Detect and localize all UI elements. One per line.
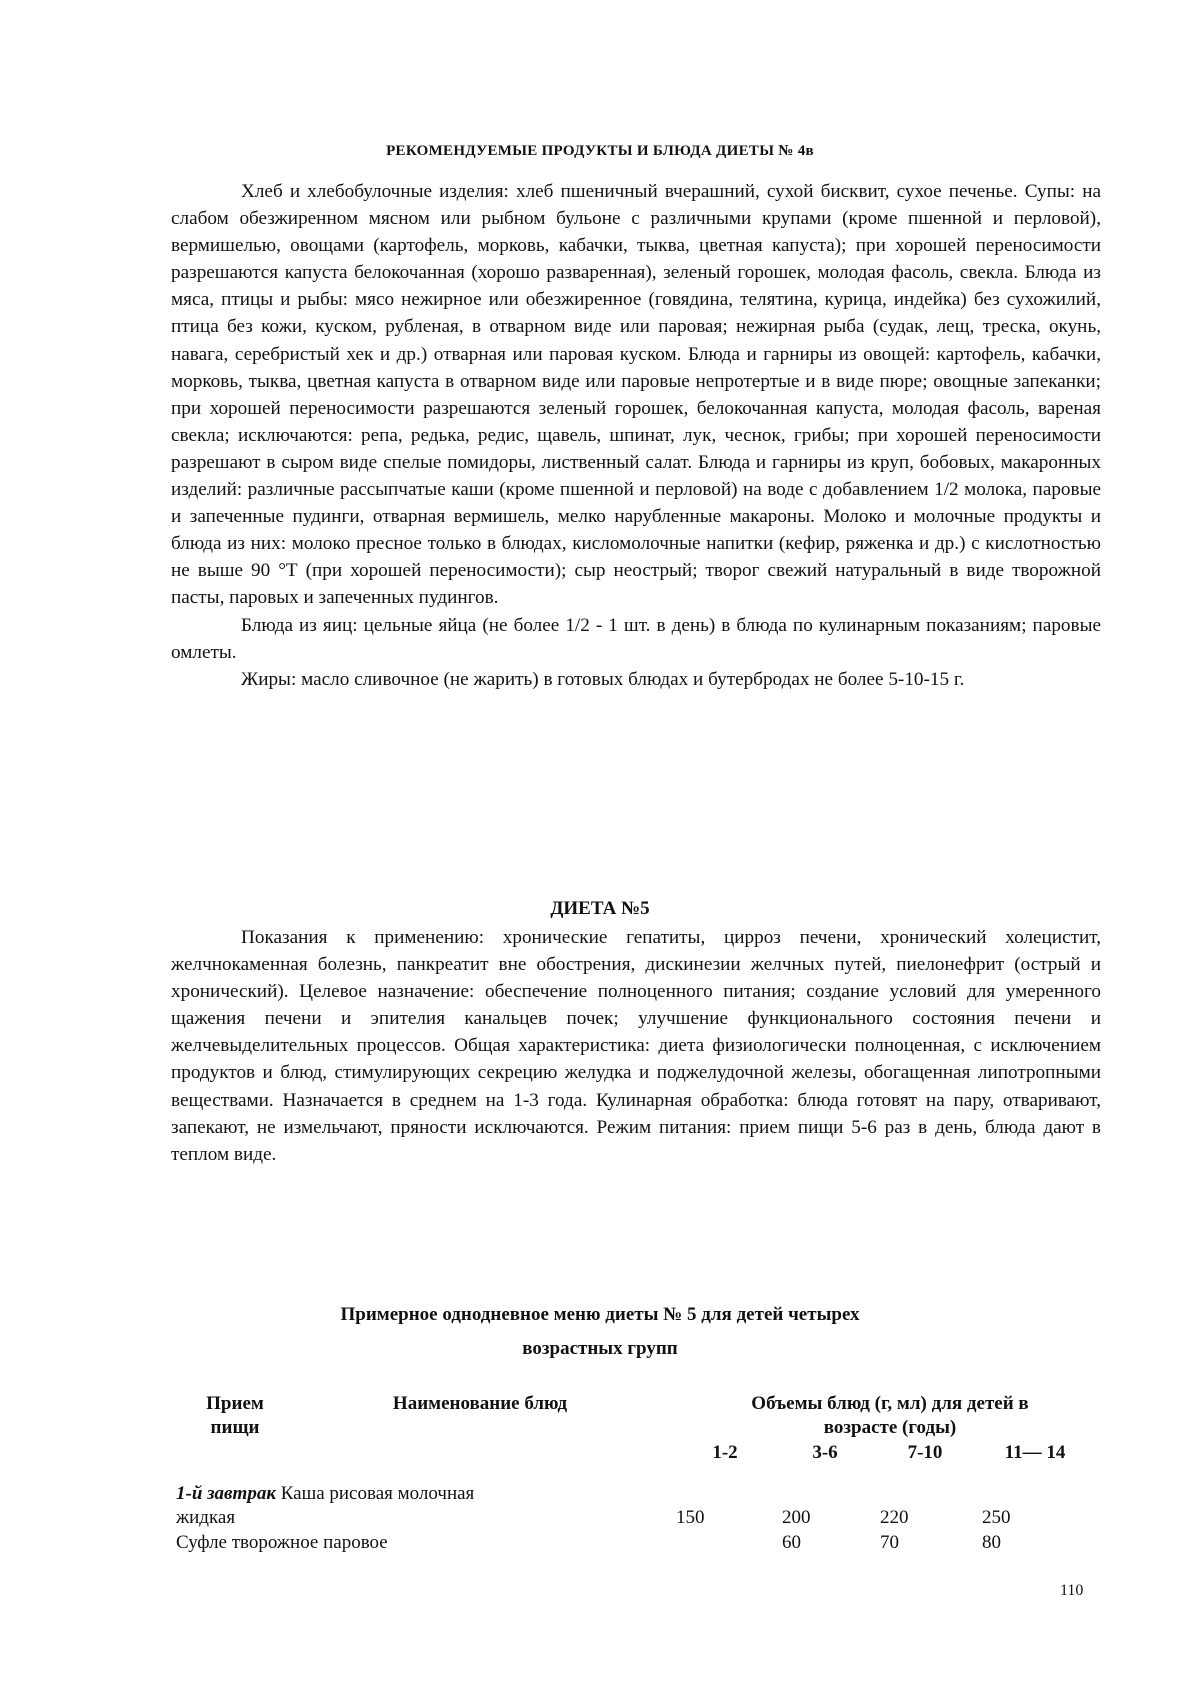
page-number: 110 (1060, 1582, 1084, 1599)
volume-cell: 70 (880, 1532, 899, 1553)
menu-title-line: возрастных групп (522, 1338, 678, 1359)
volume-cell: 250 (982, 1507, 1011, 1528)
diet-4v-heading: РЕКОМЕНДУЕМЫЕ ПРОДУКТЫ И БЛЮДА ДИЕТЫ № 4в (386, 143, 814, 159)
menu-title-line: Примерное однодневное меню диеты № 5 для детей четырех (340, 1304, 860, 1325)
diet-4v-paragraph: Хлеб и хлебобулочные изделия: хлеб пшеничный вчерашний, сухой бисквит, сухое печенье. Супы: на слабом обезжиренном мясном или рыбном бульоне с различными крупами (кроме пшенной и перловой), вермишелью, овощами (картофель, морковь, кабачки, тыква, цветная капуста); при хорошей переносимости разрешаются капуста белокочанная (хорошо разваренная), зеленый горошек, молодая фасоль, свекла. Блюда из мяса, птицы и рыбы: мясо нежирное или обезжиренное (говядина, телятина, курица, индейка) без сухожилий, птица без кожи, куском, рубленая, в отварном виде или паровая; нежирная рыба (судак, лещ, треска, окунь, навага, серебристый хек и др.) отварная или паровая куском. Блюда и гарниры из овощей: картофель, кабачки, морковь, тыква, цветная капуста в отварном виде или паровые непротертые и в виде пюре; овощные запеканки; при хорошей переносимости разрешаются зеленый горошек, белокочанная капуста, молодая фасоль, вареная свекла; исключаются: репа, редька, редис, щавель, шпинат, лук, чеснок, грибы; при хорошей переносимости разрешают в сыром виде спелые помидоры, лиственный салат. Блюда и гарниры из круп, бобовых, макаронных изделий: различные рассыпчатые каши (кроме пшенной и перловой) на воде с добавлением 1/2 молока, паровые и запеченные пудинги, отварная вермишель, мелко нарубленные макароны. Молоко и молочные продукты и блюда из них: молоко пресное только в блюдах, кисломолочные напитки (кефир, ряженка и др.) с кислотностью не выше 90 °Т (при хорошей переносимости); сыр неострый; творог свежий натуральный в виде творожной пасты, паровых и запеченных пудингов. (171, 181, 1101, 609)
dish-name: Каша рисовая молочная (280, 1483, 475, 1504)
header-volume-line: Объемы блюд (г, мл) для детей в (751, 1393, 1029, 1414)
diet-4v-paragraph: Жиры: масло сливочное (не жарить) в готовых блюдах и бутербродах не более 5-10-15 г. (241, 668, 965, 690)
volume-cell: 60 (782, 1532, 801, 1553)
header-meal (190, 1392, 280, 1440)
header-age: 3-6 (812, 1442, 838, 1463)
table-row (176, 1482, 474, 1506)
volume-cell: 80 (982, 1532, 1001, 1553)
diet-5-heading: ДИЕТА №5 (550, 898, 650, 919)
header-meal-line: Прием (206, 1393, 264, 1414)
dish-name: Суфле творожное паровое (176, 1532, 388, 1553)
diet-5-paragraph: Показания к применению: хронические гепатиты, цирроз печени, хронический холецистит, желчнокаменная болезнь, панкреатит вне обострения, дискинезии желчных путей, пиелонефрит (острый и хронический). Целевое назначение: обеспечение полноценного питания; создание условий для умеренного щажения печени и эпителия канальцев почек; улучшение функционального состояния печени и желчевыделительных процессов. Общая характеристика: диета физиологически полноценная, с исключением продуктов и блюд, стимулирующих секрецию желудка и поджелудочной железы, обогащенная липотропными веществами. Назначается в среднем на 1-3 года. Кулинарная обработка: блюда готовят на пару, отваривают, запекают, не измельчают, пряности исключаются. Режим питания: прием пищи 5-6 раз в день, блюда дают в теплом виде. (171, 927, 1101, 1165)
diet-4v-paragraph: Блюда из яиц: цельные яйца (не более 1/2 - 1 шт. в день) в блюда по кулинарным показаниям; паровые омлеты. (171, 614, 1101, 663)
header-dish: Наименование блюд (392, 1393, 568, 1414)
header-age: 11— 14 (1004, 1442, 1066, 1463)
volume-cell: 220 (880, 1507, 909, 1528)
header-volume (700, 1392, 1080, 1440)
dish-name-continued: жидкая (176, 1507, 236, 1528)
header-volume-line: возрасте (годы) (823, 1417, 957, 1438)
header-age: 7-10 (907, 1442, 943, 1463)
volume-cell: 150 (676, 1507, 705, 1528)
header-meal-line: пищи (210, 1417, 260, 1438)
header-age: 1-2 (712, 1442, 738, 1463)
volume-cell: 200 (782, 1507, 811, 1528)
meal-name: 1-й завтрак (176, 1483, 276, 1504)
